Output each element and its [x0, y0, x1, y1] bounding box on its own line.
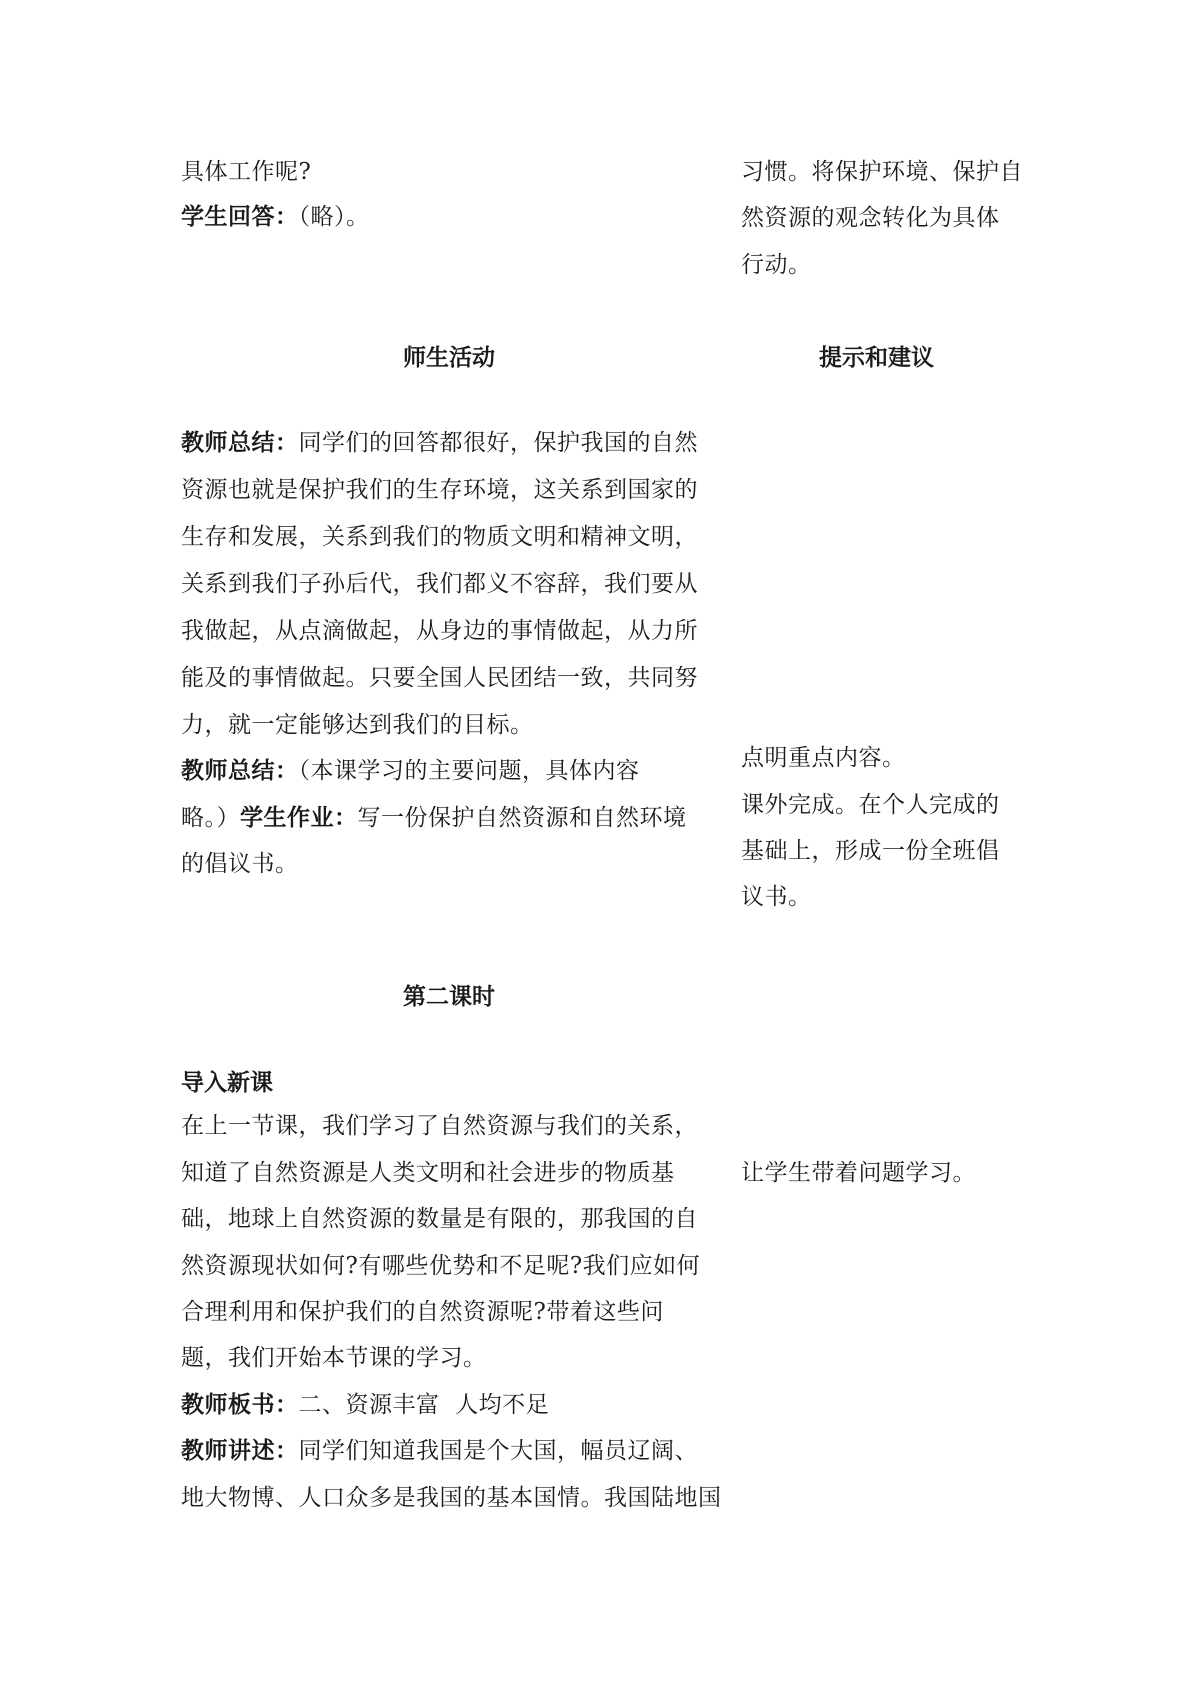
body-text-line: 题，我们开始本节课的学习。 [181, 1345, 487, 1371]
teacher-summary-line [181, 756, 640, 786]
body-text-line: 生存和发展，关系到我们的物质文明和精神文明， [181, 524, 698, 550]
student-answer-line [181, 202, 370, 232]
body-text-line: 知道了自然资源是人类文明和社会进步的物质基 [181, 1160, 675, 1186]
body-text-line: 能及的事情做起。只要全国人民团结一致，共同努 [181, 665, 698, 691]
tip-text-line: 然资源的观念转化为具体 [741, 205, 1000, 231]
label-teacher-summary: 教师总结： [181, 758, 299, 784]
board-text: 二、资源丰富 人均不足 [298, 1392, 550, 1418]
tip-text-line: 议书。 [741, 884, 812, 910]
label-teacher-board: 教师板书： [181, 1392, 299, 1418]
tip-text-line: 课外完成。在个人完成的 [741, 792, 1000, 818]
label-student-answer: 学生回答： [181, 204, 299, 230]
body-text-line: 关系到我们子孙后代，我们都义不容辞，我们要从 [181, 571, 698, 597]
body-text-line: 然资源现状如何?有哪些优势和不足呢?我们应如何 [181, 1253, 701, 1279]
lecture-text: 同学们知道我国是个大国，幅员辽阔、 [298, 1438, 698, 1464]
tip-text-line: 习惯。将保护环境、保护自 [741, 159, 1023, 185]
body-text-line: 合理利用和保护我们的自然资源呢?带着这些问 [181, 1299, 664, 1325]
board-line [181, 1390, 549, 1420]
answer-text: （略）。 [298, 204, 370, 230]
tip-text-line: 行动。 [741, 252, 812, 278]
summary-text: （本课学习的主要问题，具体内容 [298, 758, 640, 784]
body-text-line: 在上一节课，我们学习了自然资源与我们的关系， [181, 1113, 698, 1139]
header-tips: 提示和建议 [819, 345, 934, 371]
body-text-line: 础，地球上自然资源的数量是有限的，那我国的自 [181, 1206, 698, 1232]
lecture-line [181, 1436, 698, 1466]
label-teacher-lecture: 教师讲述： [181, 1438, 299, 1464]
homework-line [181, 803, 687, 833]
intro-heading: 导入新课 [181, 1070, 273, 1096]
body-text-line: 具体工作呢? [181, 159, 312, 185]
teacher-summary-line [181, 428, 698, 458]
label-teacher-summary: 教师总结： [181, 430, 299, 456]
homework-text: 写一份保护自然资源和自然环境 [357, 805, 687, 831]
tip-text-line: 基础上，形成一份全班倡 [741, 838, 1000, 864]
tip-text-line: 让学生带着问题学习。 [741, 1160, 976, 1186]
body-text-line: 地大物博、人口众多是我国的基本国情。我国陆地国 [181, 1485, 722, 1511]
body-text-line: 我做起，从点滴做起，从身边的事情做起，从力所 [181, 618, 698, 644]
summary-text: 同学们的回答都很好，保护我国的自然 [298, 430, 698, 456]
label-homework: 学生作业： [240, 805, 358, 831]
tip-text-line: 点明重点内容。 [741, 745, 906, 771]
body-text-line: 力，就一定能够达到我们的目标。 [181, 712, 534, 738]
body-text-line: 资源也就是保护我们的生存环境，这关系到国家的 [181, 477, 698, 503]
header-activities: 师生活动 [403, 345, 495, 371]
summary-text: 略。） [181, 805, 240, 831]
section-title: 第二课时 [403, 984, 495, 1010]
body-text-line: 的倡议书。 [181, 851, 299, 877]
